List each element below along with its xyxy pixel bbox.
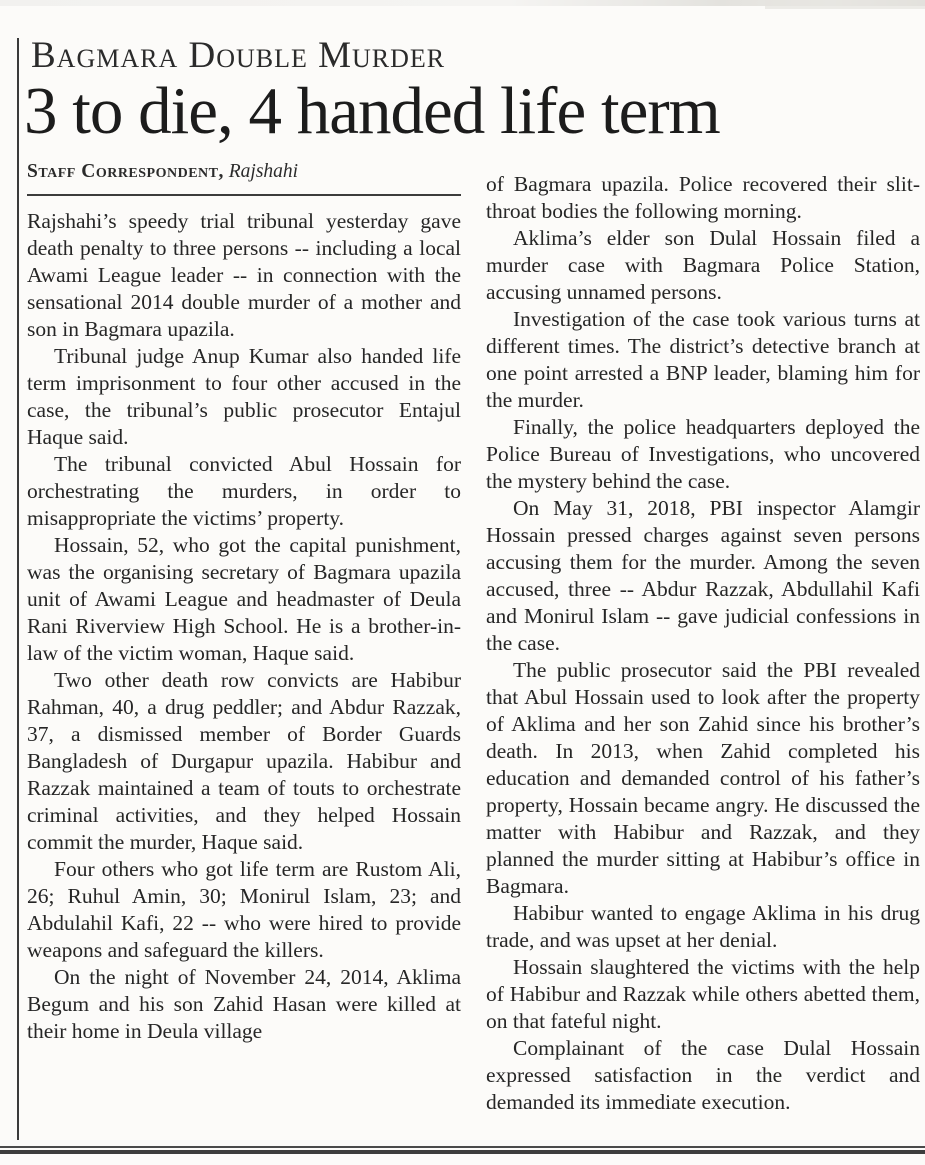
article (24, 35, 920, 1116)
paragraph: Hossain slaughtered the victims with the help of Habibur and Razzak while others abetted them, on that fateful night. (486, 955, 920, 1034)
paragraph: Hossain, 52, who got the capital punishment, was the organising secretary of Bagmara upazila unit of Awami League and headmaster of Deula Rani Riverview High School. He is a brother-in-law of the victim woman, Haque said. (27, 533, 461, 666)
paragraph: of Bagmara upazila. Police recovered their slit-throat bodies the following morning. (486, 172, 920, 224)
bottom-rule-thick (0, 1150, 925, 1154)
paragraph: The public prosecutor said the PBI revealed that Abul Hossain used to look after the property of Aklima and her son Zahid since his brother’s death. In 2013, when Zahid completed his education and demanded control of his father’s property, Hossain became angry. He discussed the matter with Habibur and Razzak, and they planned the murder sitting at Habibur’s office in Bagmara. (486, 658, 920, 899)
paragraph: Complainant of the case Dulal Hossain expressed satisfaction in the verdict and demanded its immediate execution. (486, 1036, 920, 1115)
scan-artifact-top-right (765, 0, 925, 9)
paragraph: On May 31, 2018, PBI inspector Alamgir Hossain pressed charges against seven persons accusing them for the murder. Among the seven accused, three -- Abdur Razzak, Abdullahil Kafi and Monirul Islam -- gave judicial confessions in the case. (486, 496, 920, 656)
kicker: Bagmara Double Murder (31, 35, 446, 76)
paragraph: Tribunal judge Anup Kumar also handed life term imprisonment to four other accused in the case, the tribunal’s public prosecutor Entajul Haque said. (27, 344, 461, 450)
byline-rule (27, 194, 461, 196)
paragraph: Two other death row convicts are Habibur Rahman, 40, a drug peddler; and Abdur Razzak, 37, a dismissed member of Border Guards Bangladesh of Durgapur upazila. Habibur and Razzak maintained a team of touts to orchestrate criminal activities, and they helped Hossain commit the murder, Haque said. (27, 668, 461, 855)
byline (27, 158, 461, 185)
paragraph: Rajshahi’s speedy trial tribunal yesterday gave death penalty to three persons -- including a local Awami League leader -- in connection with the sensational 2014 double murder of a mother and son in Bagmara upazila. (27, 209, 461, 342)
column-left (27, 154, 461, 1116)
paragraph: Habibur wanted to engage Aklima in his drug trade, and was upset at her denial. (486, 901, 920, 953)
article-columns (27, 154, 920, 1116)
paragraph: The tribunal convicted Abul Hossain for orchestrating the murders, in order to misappropriate the victims’ property. (27, 452, 461, 531)
bottom-double-rule (0, 1146, 925, 1154)
column-right (486, 154, 920, 1116)
paragraph: Investigation of the case took various turns at different times. The district’s detective branch at one point arrested a BNP leader, blaming him for the murder. (486, 307, 920, 413)
paragraph: On the night of November 24, 2014, Aklima Begum and his son Zahid Hasan were killed at their home in Deula village (27, 965, 461, 1044)
left-column-rule (17, 38, 19, 1140)
paragraph: Finally, the police headquarters deployed the Police Bureau of Investigations, who uncovered the mystery behind the case. (486, 415, 920, 494)
headline: 3 to die, 4 handed life term (24, 73, 720, 148)
byline-location: Rajshahi (228, 161, 299, 183)
byline-author: Staff Correspondent, (27, 161, 224, 183)
paragraph: Aklima’s elder son Dulal Hossain filed a murder case with Bagmara Police Station, accusing unnamed persons. (486, 226, 920, 305)
paragraph: Four others who got life term are Rustom Ali, 26; Ruhul Amin, 30; Monirul Islam, 23; and Abdulahil Kafi, 22 -- who were hired to provide weapons and safeguard the killers. (27, 857, 461, 963)
bottom-rule-thin (0, 1146, 925, 1148)
